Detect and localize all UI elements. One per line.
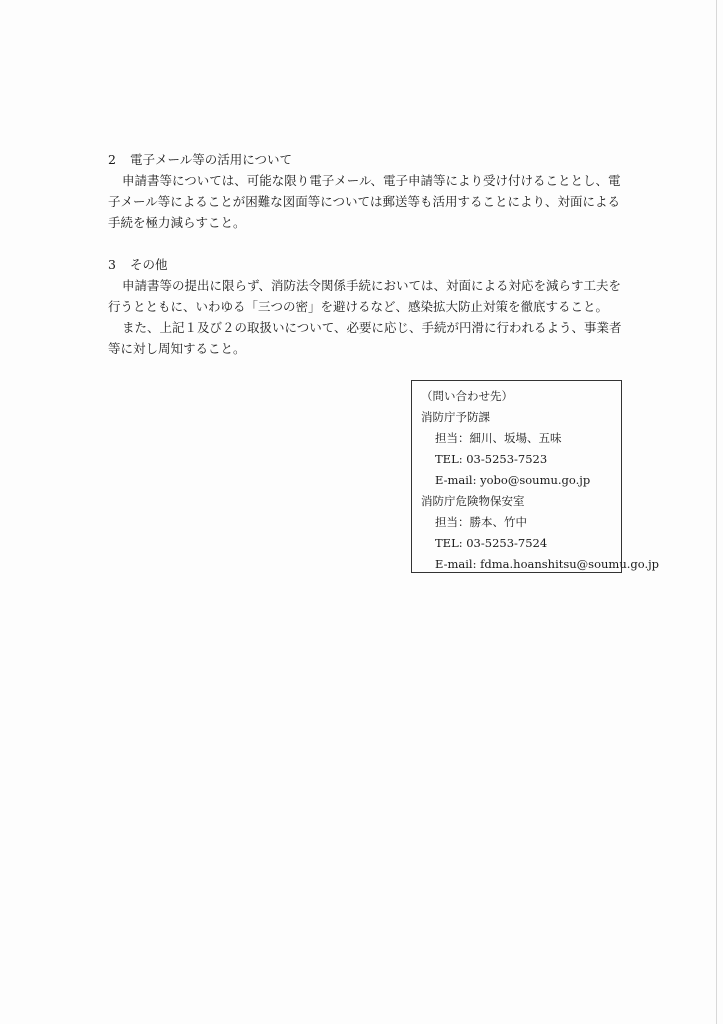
section-3-heading (108, 255, 608, 275)
section-2-line-2: 子メール等によることが困難な図面等については郵送等も活用することにより、対面による (108, 194, 621, 209)
section-3-body (108, 275, 622, 359)
contact-org-2-name: 消防庁危険物保安室 (421, 494, 525, 508)
section-3-line-1: 申請書等の提出に限らず、消防法令関係手続においては、対面による対応を減らす工夫を (122, 278, 622, 293)
section-3 (108, 255, 622, 359)
section-2-number: 2 (108, 152, 116, 167)
page-edge-line (716, 0, 717, 1024)
contact-org-1-person: 担当：細川、坂場、五味 (435, 431, 562, 445)
section-3-number: 3 (108, 257, 116, 272)
contact-org-1-tel: TEL: 03-5253-7523 (435, 452, 548, 466)
section-3-title: その他 (130, 257, 168, 272)
contact-org-1-name: 消防庁予防課 (421, 410, 490, 424)
section-2 (108, 150, 621, 233)
contact-box (411, 380, 660, 573)
section-2-heading (108, 150, 608, 170)
contact-org-2-email[interactable]: E-mail: fdma.hoanshitsu@soumu.go.jp (435, 557, 660, 571)
contact-org-2-tel: TEL: 03-5253-7524 (435, 536, 548, 550)
section-3-line-3: また、上記１及び２の取扱いについて、必要に応じ、手続が円滑に行われるよう、事業者 (122, 320, 622, 335)
contact-org-1-email[interactable]: E-mail: yobo@soumu.go.jp (435, 473, 591, 487)
contact-header: （問い合わせ先） (421, 389, 513, 403)
section-2-line-3: 手続を極力減らすこと。 (108, 215, 246, 230)
section-3-line-2: 行うとともに、いわゆる「三つの密」を避けるなど、感染拡大防止対策を徹底すること。 (108, 299, 609, 314)
section-3-line-4: 等に対し周知すること。 (108, 341, 246, 356)
section-2-title: 電子メール等の活用について (130, 152, 293, 167)
section-2-body (108, 170, 621, 233)
section-2-line-1: 申請書等については、可能な限り電子メール、電子申請等により受け付けることとし、電 (122, 173, 621, 188)
contact-org-2-person: 担当：勝本、竹中 (435, 515, 527, 529)
